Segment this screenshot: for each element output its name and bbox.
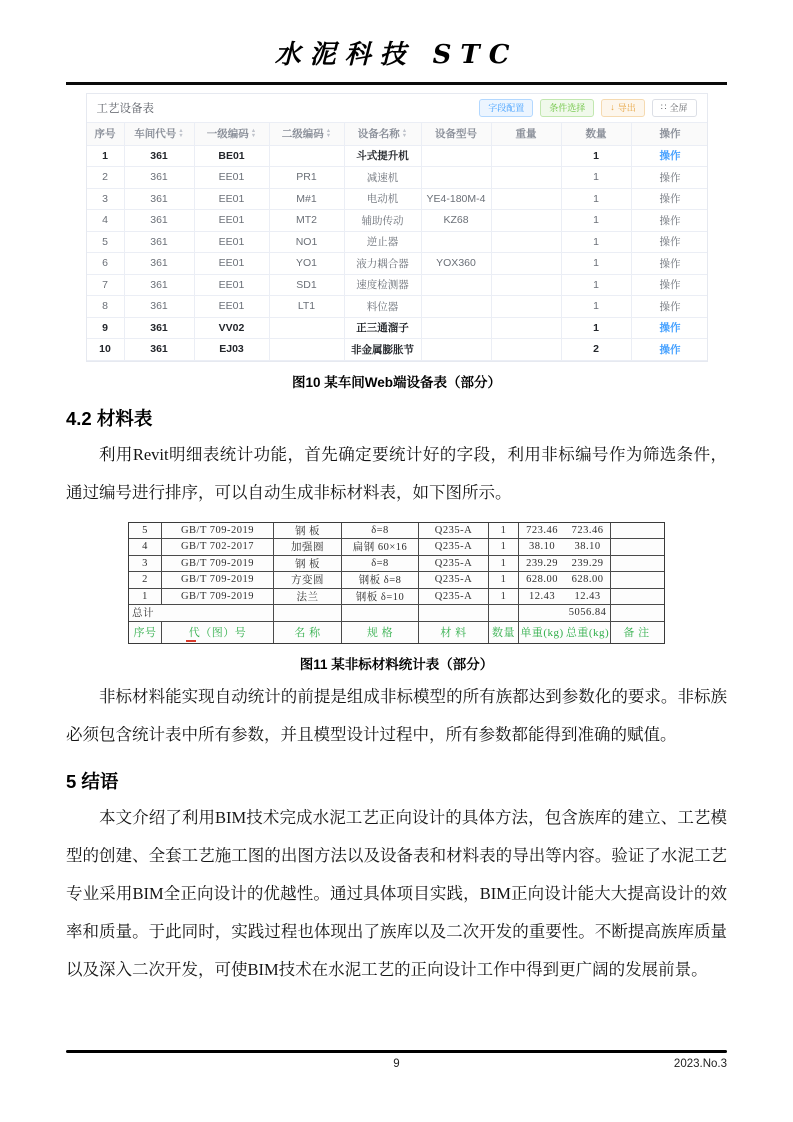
cell-qty: 1 <box>562 296 632 317</box>
table-row <box>87 339 707 361</box>
cell-unit-weight: 12.43 <box>528 590 556 602</box>
journal-masthead: 水泥科技 STC <box>274 40 519 70</box>
cell-name: 辅助传动 <box>345 210 422 231</box>
cell-weight <box>492 146 562 167</box>
cell-code2: M#1 <box>270 189 345 210</box>
cell-name: 法兰 <box>274 589 342 605</box>
cell-workshop: 361 <box>125 210 195 231</box>
cell-code: GB/T 709-2019 <box>162 572 274 588</box>
cell-weight <box>492 167 562 188</box>
cell-code2 <box>270 146 345 167</box>
row-action-link[interactable]: 操作 <box>659 171 681 184</box>
cell-code1: EE01 <box>195 275 270 296</box>
issue-number: 2023.No.3 <box>673 1058 727 1070</box>
col-header-action: 操作 <box>659 128 681 140</box>
cell-weight <box>492 296 562 317</box>
col-header-name[interactable]: 设备名称 ▲ ▼ <box>345 123 422 145</box>
condition-filter-button[interactable] <box>540 99 594 117</box>
material-table <box>128 522 665 644</box>
cell-model: YE4-180M-4 <box>422 189 492 210</box>
col-header-workshop[interactable]: 车间代号 ▲ ▼ <box>125 123 195 145</box>
row-action-link[interactable]: 操作 <box>659 300 681 313</box>
cell-seq: 10 <box>87 339 125 360</box>
cell-weight <box>492 253 562 274</box>
row-action-link[interactable]: 操作 <box>659 257 681 270</box>
col-header-material: 材 料 <box>419 622 489 643</box>
cell-code2: YO1 <box>270 253 345 274</box>
row-action-link[interactable]: 操作 <box>659 279 681 292</box>
cell-spec: δ=8 <box>342 523 419 539</box>
cell-name: 斗式提升机 <box>345 146 422 167</box>
col-header-note: 备 注 <box>623 627 650 639</box>
cell-qty: 1 <box>562 253 632 274</box>
cell-code1: EE01 <box>195 296 270 317</box>
row-action-link[interactable]: 操作 <box>659 343 681 356</box>
cell-workshop: 361 <box>125 189 195 210</box>
cell-code2: SD1 <box>270 275 345 296</box>
table-row <box>87 146 707 168</box>
cell-qty: 1 <box>562 210 632 231</box>
section-heading-4-2: 4.2 材料表 <box>66 407 153 429</box>
table-row <box>87 318 707 340</box>
cell-material: Q235-A <box>419 589 489 605</box>
cell-spec: 钢板 δ=8 <box>342 572 419 588</box>
table-row <box>87 189 707 211</box>
export-label: 导出 <box>617 103 636 113</box>
cell-model <box>422 146 492 167</box>
cell-seq: 2 <box>87 167 125 188</box>
cell-model <box>422 339 492 360</box>
cell-name: 加强圈 <box>274 539 342 555</box>
cell-workshop: 361 <box>125 318 195 339</box>
cell-qty: 1 <box>489 539 519 555</box>
table-row <box>87 210 707 232</box>
cell-code2: MT2 <box>270 210 345 231</box>
cell-seq: 6 <box>87 253 125 274</box>
cell-model <box>422 296 492 317</box>
cell-seq: 9 <box>87 318 125 339</box>
cell-total-weight: 12.43 <box>565 589 611 605</box>
cell-code1: EE01 <box>195 253 270 274</box>
paragraph-parametrization: 非标材料能实现自动统计的前提是组成非标模型的所有族都达到参数化的要求。非标族必须包含统计表中所有参数，并且模型设计过程中，所有参数都能得到准确的赋值。 <box>66 686 727 744</box>
col-header-code1[interactable]: 一级编码 ▲ ▼ <box>195 123 270 145</box>
cell-note <box>611 572 662 588</box>
table-row <box>87 167 707 189</box>
cell-name: 减速机 <box>345 167 422 188</box>
col-header-total-weight: 总重(kg) <box>565 622 611 643</box>
cell-seq: 1 <box>129 589 162 605</box>
col-header-code: 代（图）号 <box>162 622 274 643</box>
cell-code1: EE01 <box>195 189 270 210</box>
cell-empty <box>519 605 565 621</box>
cell-seq: 5 <box>129 523 162 539</box>
cell-material: Q235-A <box>419 556 489 572</box>
cell-name: 正三通溜子 <box>345 318 422 339</box>
cell-model: KZ68 <box>422 210 492 231</box>
col-header-seq: 序号 <box>87 123 125 145</box>
cell-code1: EE01 <box>195 232 270 253</box>
download-icon: ↓ <box>610 102 615 112</box>
section-heading-5: 5 结语 <box>66 770 119 792</box>
cell-name: 方变圆 <box>274 572 342 588</box>
row-action-link[interactable]: 操作 <box>659 214 681 227</box>
red-annotation-mark <box>186 640 196 642</box>
cell-name: 逆止器 <box>345 232 422 253</box>
col-header-spec: 规 格 <box>342 622 419 643</box>
cell-empty <box>274 605 342 621</box>
cell-qty: 1 <box>562 189 632 210</box>
cell-qty: 1 <box>562 275 632 296</box>
cell-note <box>611 589 662 605</box>
cell-qty: 1 <box>562 146 632 167</box>
header-divider <box>66 82 727 85</box>
cell-code2: LT1 <box>270 296 345 317</box>
cell-qty: 1 <box>489 589 519 605</box>
page-number: 9 <box>393 1058 400 1070</box>
fullscreen-label: 全屏 <box>669 103 688 113</box>
cell-seq: 4 <box>87 210 125 231</box>
cell-empty <box>342 605 419 621</box>
cell-code: GB/T 709-2019 <box>162 589 274 605</box>
table-row <box>87 275 707 297</box>
row-action-link[interactable]: 操作 <box>659 150 681 163</box>
col-header-qty: 数量 <box>489 622 519 643</box>
cell-seq: 8 <box>87 296 125 317</box>
cell-seq: 7 <box>87 275 125 296</box>
cell-workshop: 361 <box>125 296 195 317</box>
sort-caret-icon[interactable]: ▲ ▼ <box>178 128 184 139</box>
cell-spec: 扁钢 60×16 <box>342 539 419 555</box>
total-row <box>129 605 664 622</box>
cell-workshop: 361 <box>125 232 195 253</box>
cell-name: 液力耦合器 <box>345 253 422 274</box>
page-footer <box>66 1050 727 1074</box>
figure11-caption: 图11 某非标材料统计表（部分） <box>299 656 494 672</box>
cell-material: Q235-A <box>419 523 489 539</box>
toolbar-buttons <box>479 99 696 117</box>
cell-qty: 2 <box>562 339 632 360</box>
field-config-label: 字段配置 <box>488 103 525 113</box>
cell-total-weight: 239.29 <box>565 556 611 572</box>
cell-total-weight: 723.46 <box>565 523 611 539</box>
cell-workshop: 361 <box>125 275 195 296</box>
panel-toolbar <box>87 94 707 122</box>
cell-name: 电动机 <box>345 189 422 210</box>
row-action-link[interactable]: 操作 <box>659 236 681 249</box>
cell-seq: 2 <box>129 572 162 588</box>
table-row <box>129 539 664 556</box>
cell-material: Q235-A <box>419 572 489 588</box>
row-action-link[interactable]: 操作 <box>659 193 681 206</box>
cell-workshop: 361 <box>125 339 195 360</box>
cell-model <box>422 275 492 296</box>
cell-weight <box>492 318 562 339</box>
cell-name: 料位器 <box>345 296 422 317</box>
col-header-unit-weight: 单重(kg) <box>520 627 564 639</box>
cell-weight <box>492 210 562 231</box>
cell-qty: 1 <box>562 232 632 253</box>
table-row <box>129 523 664 540</box>
cell-unit-weight: 239.29 <box>526 557 558 569</box>
cell-name: 速度检测器 <box>345 275 422 296</box>
cell-code: GB/T 709-2019 <box>162 556 274 572</box>
cell-model: YOX360 <box>422 253 492 274</box>
cell-code1: BE01 <box>195 146 270 167</box>
cell-code1: EE01 <box>195 210 270 231</box>
cell-empty <box>489 605 519 621</box>
cell-note <box>611 539 662 555</box>
cell-seq: 3 <box>87 189 125 210</box>
cell-weight <box>492 275 562 296</box>
cell-seq: 3 <box>129 556 162 572</box>
table-row <box>87 253 707 275</box>
cell-code2: PR1 <box>270 167 345 188</box>
cell-qty: 1 <box>489 572 519 588</box>
cell-empty <box>419 605 489 621</box>
cell-note <box>611 523 662 539</box>
fullscreen-button[interactable] <box>652 99 697 117</box>
cell-unit-weight: 38.10 <box>528 541 556 553</box>
cell-name: 钢 板 <box>274 523 342 539</box>
cell-code: GB/T 709-2019 <box>162 523 274 539</box>
row-action-link[interactable]: 操作 <box>659 322 681 335</box>
cell-qty: 1 <box>562 318 632 339</box>
cell-qty: 1 <box>489 556 519 572</box>
equipment-table-header <box>87 123 707 146</box>
col-header-name: 名 称 <box>274 622 342 643</box>
export-button[interactable] <box>601 99 645 117</box>
fullscreen-icon: ∷ <box>660 102 667 112</box>
cell-seq: 4 <box>129 539 162 555</box>
cell-code2 <box>270 318 345 339</box>
cell-qty: 1 <box>562 167 632 188</box>
equipment-table <box>87 122 707 361</box>
cell-weight <box>492 339 562 360</box>
cell-unit-weight: 628.00 <box>526 574 558 586</box>
cell-note <box>611 556 662 572</box>
cell-code2: NO1 <box>270 232 345 253</box>
cell-name: 钢 板 <box>274 556 342 572</box>
cell-workshop: 361 <box>125 253 195 274</box>
cell-workshop: 361 <box>125 146 195 167</box>
cell-code1: EJ03 <box>195 339 270 360</box>
figure10-caption: 图10 某车间Web端设备表（部分） <box>291 374 502 390</box>
cell-code1: EE01 <box>195 167 270 188</box>
condition-filter-label: 条件选择 <box>549 103 586 113</box>
equipment-table-panel <box>86 93 708 362</box>
cell-total-weight: 38.10 <box>565 539 611 555</box>
cell-model <box>422 232 492 253</box>
cell-weight <box>492 232 562 253</box>
footer-meta <box>66 1058 727 1074</box>
cell-name: 非金属膨胀节 <box>345 339 422 360</box>
col-header-weight: 重量 <box>492 123 562 145</box>
total-value: 5056.84 <box>565 605 611 621</box>
cell-weight <box>492 189 562 210</box>
field-config-button[interactable] <box>479 99 533 117</box>
cell-empty <box>611 605 662 621</box>
cell-material: Q235-A <box>419 539 489 555</box>
sort-caret-icon[interactable]: ▲ ▼ <box>250 128 257 139</box>
cell-code: GB/T 702-2017 <box>162 539 274 555</box>
table-row <box>129 589 664 606</box>
cell-seq: 1 <box>87 146 125 167</box>
table-row <box>87 296 707 318</box>
col-header-code2[interactable]: 二级编码 ▲ ▼ <box>270 123 345 145</box>
panel-title: 工艺设备表 <box>96 102 154 115</box>
paragraph-materials: 利用Revit明细表统计功能，首先确定要统计好的字段，利用非标编号作为筛选条件，通过编号进行排序，可以自动生成非标材料表，如下图所示。 <box>66 444 727 502</box>
table-row <box>129 572 664 589</box>
sort-caret-icon[interactable]: ▲ ▼ <box>325 128 332 139</box>
sort-caret-icon[interactable]: ▲ ▼ <box>401 128 408 139</box>
paragraph-conclusion: 本文介绍了利用BIM技术完成水泥工艺正向设计的具体方法，包含族库的建立、工艺模型的创建、全套工艺施工图的出图方法以及设备表和材料表的导出等内容。验证了水泥工艺专业采用BIM全正向设计的优越性。通过具体项目实践，BIM正向设计能大大提高设计的效率和质量。于此同时，实践过程也体现出了族库以及二次开发的重要性。不断提高族库质量以及深入二次开发，可使BIM技术在水泥工艺的正向设计工作中得到更广阔的发展前景。 <box>66 807 727 979</box>
cell-model <box>422 167 492 188</box>
cell-total-weight: 628.00 <box>565 572 611 588</box>
cell-code2 <box>270 339 345 360</box>
table-row <box>87 232 707 254</box>
total-label: 总计 <box>129 605 274 621</box>
table-row <box>129 556 664 573</box>
cell-model <box>422 318 492 339</box>
cell-spec: δ=8 <box>342 556 419 572</box>
cell-seq: 5 <box>87 232 125 253</box>
cell-code1: VV02 <box>195 318 270 339</box>
col-header-seq: 序号 <box>129 622 162 643</box>
col-header-model: 设备型号 <box>422 123 492 145</box>
cell-workshop: 361 <box>125 167 195 188</box>
material-table-header <box>129 622 664 643</box>
cell-spec: 钢板 δ=10 <box>342 589 419 605</box>
col-header-qty: 数量 <box>562 123 632 145</box>
cell-qty: 1 <box>489 523 519 539</box>
footer-divider <box>66 1050 727 1053</box>
cell-unit-weight: 723.46 <box>526 524 558 536</box>
